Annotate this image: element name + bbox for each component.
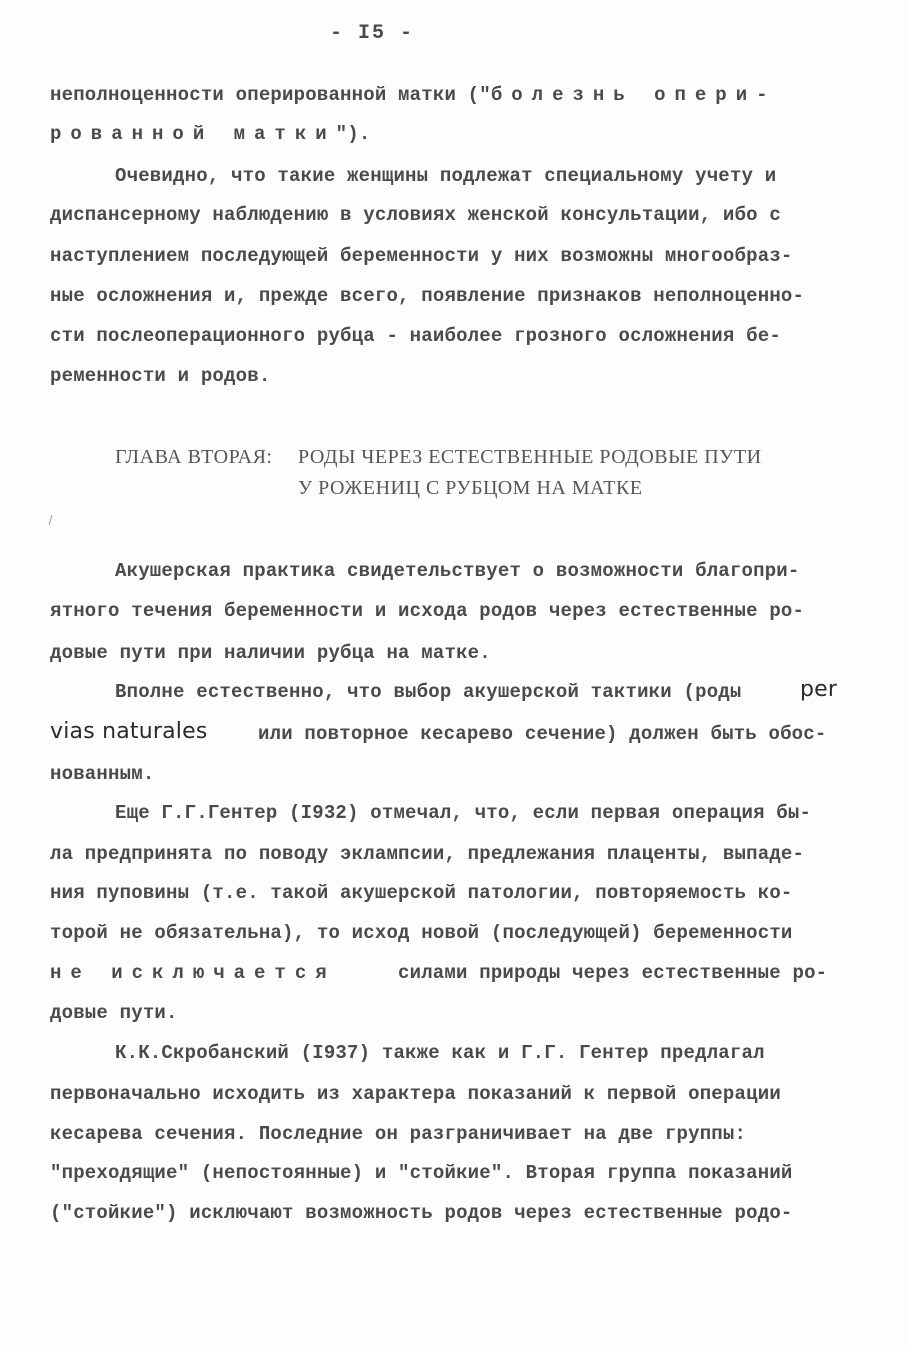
spaced-emphasis: не исключается bbox=[50, 962, 336, 984]
text-line: сти послеоперационного рубца - наиболее грозного осложнения бе- bbox=[50, 325, 781, 347]
spaced-emphasis: рованной матки bbox=[50, 123, 336, 145]
text-line: "преходящие" (непостоянные) и "стойкие". Вторая группа показаний bbox=[50, 1162, 793, 1184]
text-line: довые пути. bbox=[50, 1002, 178, 1024]
text-line: довые пути при наличии рубца на матке. bbox=[50, 642, 491, 664]
text-line: первоначально исходить из характера показаний к первой операции bbox=[50, 1083, 781, 1105]
text-line bbox=[50, 84, 777, 106]
chapter-title-line1: РОДЫ ЧЕРЕЗ ЕСТЕСТВЕННЫЕ РОДОВЫЕ ПУТИ bbox=[298, 446, 762, 468]
text-line: нованным. bbox=[50, 763, 155, 785]
text-line: кесарева сечения. Последние он разграничивает на две группы: bbox=[50, 1123, 747, 1145]
text-line: ния пуповины (т.е. такой акушерской патологии, повторяемость ко- bbox=[50, 882, 793, 904]
spaced-emphasis: болезнь опери- bbox=[490, 84, 777, 106]
text-line: ные осложнения и, прежде всего, появление признаков неполноценно- bbox=[50, 285, 805, 307]
text-line: ременности и родов. bbox=[50, 365, 271, 387]
text-line: Акушерская практика свидетельствует о возможности благопри- bbox=[115, 560, 800, 582]
handwritten-insertion: per bbox=[800, 677, 838, 702]
page-number: - I5 - bbox=[330, 22, 415, 45]
text-line: диспансерному наблюдению в условиях женской консультации, ибо с bbox=[50, 204, 781, 226]
text-line: ятного течения беременности и исхода родов через естественные ро- bbox=[50, 600, 805, 622]
text-line: Еще Г.Г.Гентер (I932) отмечал, что, если первая операция бы- bbox=[115, 802, 812, 824]
text-line: ла предпринята по поводу эклампсии, предлежания плаценты, выпаде- bbox=[50, 843, 805, 865]
text-line: К.К.Скробанский (I937) также как и Г.Г. Гентер предлагал bbox=[115, 1042, 765, 1064]
text-line: или повторное кесарево сечение) должен быть обос- bbox=[258, 723, 827, 745]
text-line bbox=[50, 962, 336, 984]
text-line: наступлением последующей беременности у них возможны многообраз- bbox=[50, 245, 793, 267]
text-line bbox=[50, 123, 370, 145]
text-line: Очевидно, что такие женщины подлежат специальному учету и bbox=[115, 165, 777, 187]
text-segment: "). bbox=[335, 123, 371, 145]
text-line: Вполне естественно, что выбор акушерской тактики (роды bbox=[115, 681, 742, 703]
stray-mark bbox=[49, 515, 53, 525]
text-line: ("стойкие") исключают возможность родов через естественные родо- bbox=[50, 1202, 793, 1224]
chapter-title-line2: У РОЖЕНИЦ С РУБЦОМ НА МАТКЕ bbox=[298, 477, 643, 499]
handwritten-insertion: vias naturales bbox=[50, 719, 208, 744]
text-line: торой не обязательна), то исход новой (последующей) беременности bbox=[50, 922, 793, 944]
text-segment: неполноценности оперированной матки (" bbox=[50, 84, 491, 106]
chapter-label: ГЛАВА ВТОРАЯ: bbox=[115, 446, 273, 468]
text-line: силами природы через естественные ро- bbox=[398, 962, 828, 984]
